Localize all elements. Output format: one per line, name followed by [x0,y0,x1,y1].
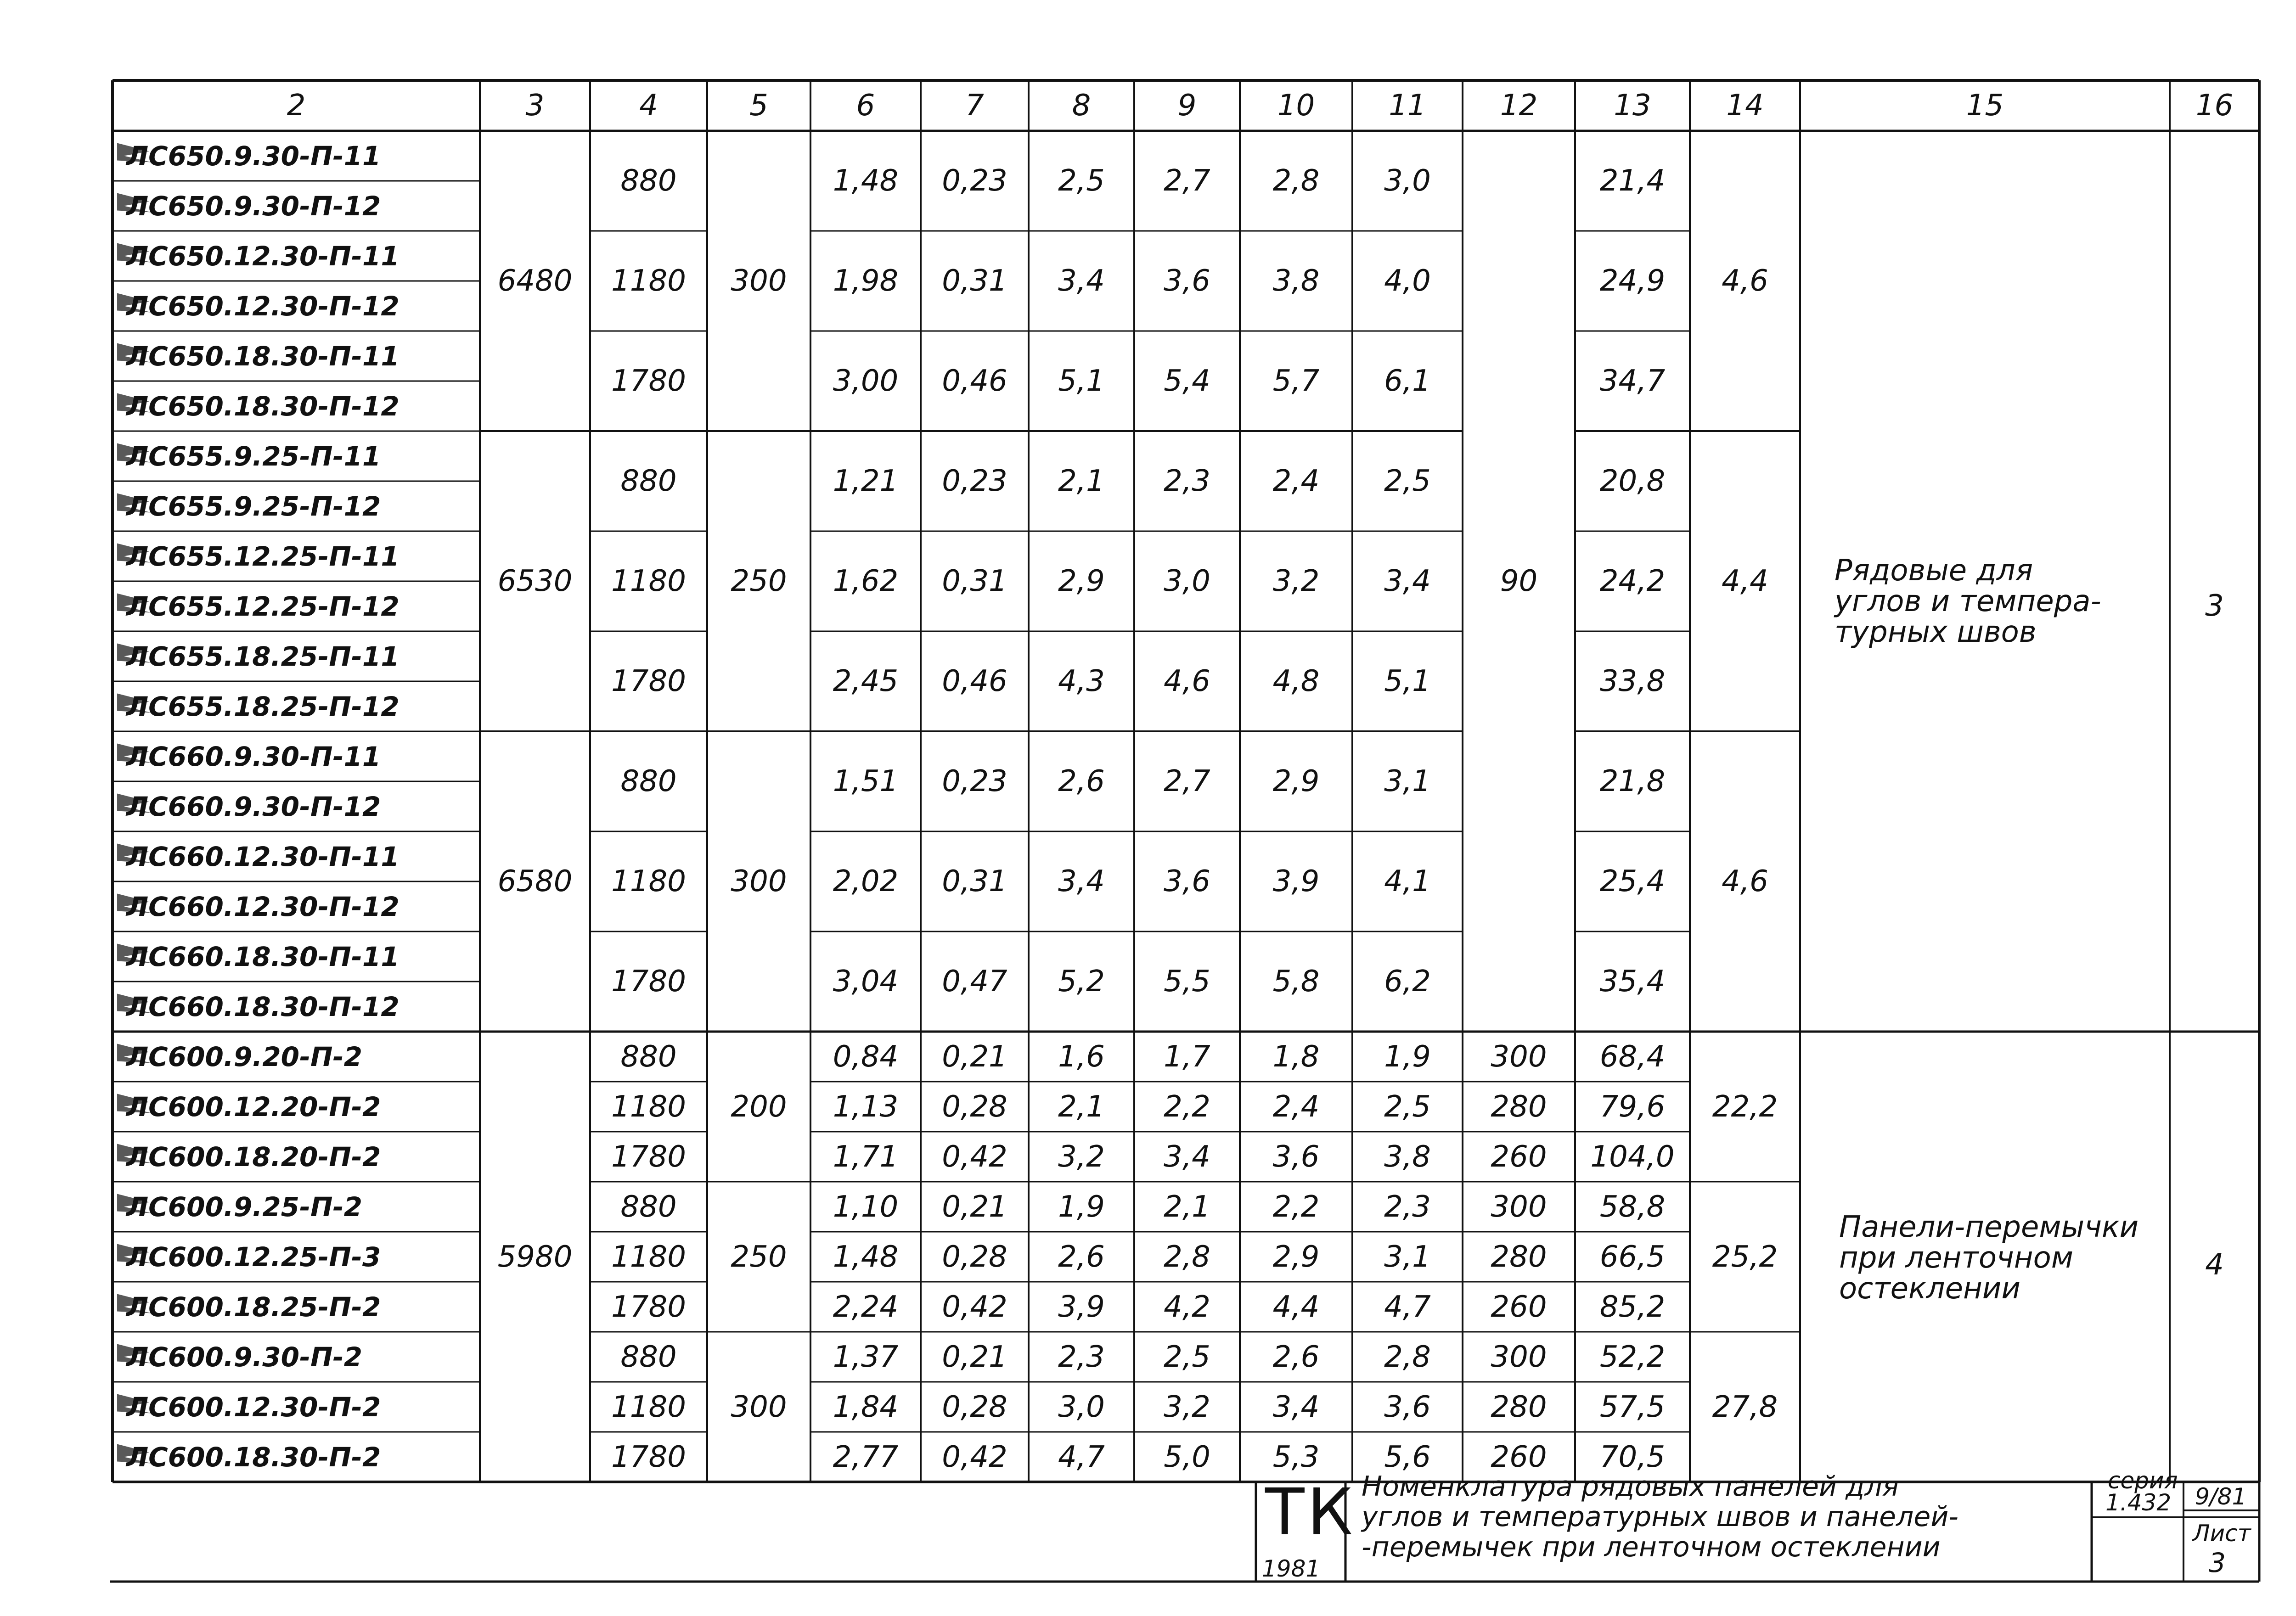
table-value: 0,42 [942,1440,1007,1474]
table-value: 2,8 [1384,1340,1431,1374]
panel-mark: ЛС660.9.30-П-12 [126,791,381,822]
table-value: 22,2 [1712,1089,1778,1124]
column-header: 16 [2195,89,2234,123]
table-value: 2,6 [1272,1340,1320,1374]
panel-mark: ЛС600.12.25-П-3 [126,1241,381,1273]
column-header: 13 [1614,89,1651,123]
table-value: 300 [1491,1340,1547,1374]
column-header: 10 [1277,89,1315,123]
table-value: 70,5 [1599,1440,1666,1474]
table-value: 0,21 [942,1190,1007,1224]
table-value: 4,6 [1164,664,1210,698]
panel-mark: ЛС600.18.20-П-2 [126,1141,381,1173]
series-label: серия [2108,1467,2178,1494]
table-value: 57,5 [1599,1390,1666,1424]
table-value: 2,4 [1272,1089,1320,1124]
table-value: 2,8 [1164,1240,1210,1274]
panel-length: 880 [620,464,677,498]
table-value: 3,04 [833,965,899,999]
column-header: 9 [1177,89,1197,123]
table-value: 260 [1491,1440,1547,1474]
table-value: 68,4 [1599,1039,1666,1074]
column-header: 5 [749,89,768,123]
table-value: 4,3 [1058,664,1105,698]
table-value: 5,0 [1164,1440,1210,1474]
panel-length: 1180 [611,264,686,298]
panel-thickness: 300 [731,264,787,298]
table-value: 35,4 [1599,965,1666,999]
table-value: 1,62 [833,564,899,598]
table-value: 5,5 [1164,965,1210,999]
table-value: 2,2 [1164,1089,1210,1124]
table-value: 1,98 [833,264,899,298]
table-value: 3,9 [1272,864,1320,898]
table-value: 1,21 [833,464,899,498]
table-value: 2,5 [1058,164,1105,198]
table-value: 4,7 [1384,1290,1431,1324]
stamp-year: 1981 [1262,1555,1321,1582]
panel-thickness: 300 [731,1390,787,1424]
table-value: 2,2 [1272,1190,1320,1224]
table-value: 79,6 [1599,1089,1666,1124]
table-value: 3,2 [1164,1390,1210,1424]
table-value: 3,4 [1058,864,1105,898]
table-value: 1,48 [833,1240,899,1274]
panel-length: 880 [620,1340,677,1374]
panel-length: 1780 [611,364,686,398]
table-value: 2,3 [1164,464,1210,498]
panel-mark: ЛС650.9.30-П-12 [126,190,381,222]
table-value: 66,5 [1599,1240,1666,1274]
table-value: 0,28 [942,1240,1007,1274]
table-value: 1,51 [833,764,899,798]
table-value: 0,21 [942,1340,1007,1374]
table-value: 300 [1491,1039,1547,1074]
table-value: 3 [2205,589,2224,623]
table-value: 6,1 [1384,364,1431,398]
panel-mark: ЛС660.18.30-П-12 [126,991,400,1022]
panel-length: 1780 [611,664,686,698]
panel-mark: ЛС655.9.25-П-11 [126,440,381,472]
table-value: 2,5 [1164,1340,1210,1374]
table-value: 24,9 [1599,264,1666,298]
table-value: 1,48 [833,164,899,198]
table-value: 3,6 [1384,1390,1431,1424]
table-value: 5,6 [1384,1440,1431,1474]
table-value: 3,1 [1384,1240,1431,1274]
table-value: 3,4 [1058,264,1105,298]
panel-mark: ЛС600.12.20-П-2 [126,1091,381,1122]
series-suffix: 9/81 [2195,1483,2247,1510]
table-value: 3,8 [1272,264,1320,298]
table-value: 0,46 [942,364,1007,398]
table-value: 5,1 [1058,364,1105,398]
table-value: 104,0 [1590,1139,1675,1174]
table-value: 4,1 [1384,864,1431,898]
table-value: 5,7 [1272,364,1320,398]
panel-mark: ЛС660.9.30-П-11 [126,741,381,772]
panel-width-group: 6480 [497,264,573,298]
panel-mark: ЛС660.12.30-П-12 [126,891,400,922]
panel-length: 880 [620,764,677,798]
table-value: 3,0 [1384,164,1431,198]
table-value: 6,2 [1384,965,1431,999]
sheet-label: Лист [2193,1520,2251,1547]
panel-thickness: 250 [731,1240,787,1274]
panel-length: 1180 [611,1390,686,1424]
table-value: 2,02 [833,864,899,898]
tk-logo: ТК [1265,1475,1356,1550]
panel-mark: ЛС650.12.30-П-11 [126,240,400,272]
table-value: 4 [2205,1248,2224,1282]
panel-mark: ЛС650.12.30-П-12 [126,290,400,322]
table-value: 2,9 [1272,764,1320,798]
table-value: 280 [1491,1089,1547,1124]
table-value: 3,6 [1164,864,1210,898]
table-value: 1,71 [833,1139,899,1174]
table-value: 3,2 [1272,564,1320,598]
table-value: 3,1 [1384,764,1431,798]
panel-width-group: 6530 [497,564,573,598]
table-value: 25,4 [1599,864,1666,898]
table-value: 5,4 [1164,364,1210,398]
panel-length: 880 [620,1039,677,1074]
panel-mark: ЛС600.9.20-П-2 [126,1041,362,1072]
table-value: 280 [1491,1240,1547,1274]
column-header: 8 [1072,89,1091,123]
table-value: 1,84 [833,1390,899,1424]
panel-mark: ЛС600.18.25-П-2 [126,1291,381,1323]
stamp-title: Номенклатура рядовых панелей для углов и температурных швов и панелей- -перемычек при ленточном остеклении [1362,1470,1958,1563]
column-header: 15 [1966,89,2004,123]
table-value: 4,7 [1058,1440,1105,1474]
table-value: 4,6 [1722,864,1768,898]
panel-mark: ЛС600.9.30-П-2 [126,1341,362,1373]
panel-length: 1180 [611,1240,686,1274]
table-value: 2,6 [1058,764,1105,798]
table-value: 0,42 [942,1139,1007,1174]
table-value: 4,2 [1164,1290,1210,1324]
table-value: 1,37 [833,1340,899,1374]
table-value: 90 [1500,564,1538,598]
table-value: 2,77 [833,1440,899,1474]
table-value: 3,0 [1058,1390,1105,1424]
table-value: 0,42 [942,1290,1007,1324]
table-value: 33,8 [1599,664,1666,698]
table-value: 58,8 [1599,1190,1666,1224]
panel-mark: ЛС660.18.30-П-11 [126,941,400,972]
panel-length: 1780 [611,1440,686,1474]
panel-length: 1780 [611,1139,686,1174]
column-header: 14 [1726,89,1764,123]
table-value: 0,23 [942,764,1007,798]
table-value: 25,2 [1712,1240,1778,1274]
panel-width-group: 5980 [497,1240,573,1274]
table-value: 2,45 [833,664,899,698]
panel-length: 880 [620,1190,677,1224]
table-value: 3,4 [1272,1390,1320,1424]
table-value: 3,4 [1384,564,1431,598]
table-value: 280 [1491,1390,1547,1424]
panel-mark: ЛС655.18.25-П-12 [126,690,400,722]
table-value: 5,8 [1272,965,1320,999]
table-value: 2,9 [1272,1240,1320,1274]
table-value: 5,2 [1058,965,1105,999]
table-value: 260 [1491,1139,1547,1174]
panel-length: 1180 [611,564,686,598]
panel-thickness: 250 [731,564,787,598]
table-value: 5,1 [1384,664,1431,698]
table-value: 300 [1491,1190,1547,1224]
panel-purpose-note: Рядовые для углов и темпера- турных швов [1835,554,2101,650]
panel-mark: ЛС650.18.30-П-11 [126,340,400,372]
table-value: 3,6 [1164,264,1210,298]
table-value: 4,0 [1384,264,1431,298]
table-value: 0,31 [942,864,1007,898]
table-value: 0,28 [942,1089,1007,1124]
table-value: 27,8 [1712,1390,1778,1424]
table-value: 3,00 [833,364,899,398]
panel-thickness: 200 [731,1089,787,1124]
table-value: 0,31 [942,264,1007,298]
table-value: 1,13 [833,1089,899,1124]
table-value: 4,4 [1722,564,1768,598]
table-value: 21,4 [1599,164,1666,198]
table-value: 2,3 [1058,1340,1105,1374]
table-value: 3,6 [1272,1139,1320,1174]
table-value: 0,23 [942,464,1007,498]
panel-length: 1780 [611,965,686,999]
table-value: 4,4 [1272,1290,1320,1324]
table-value: 0,46 [942,664,1007,698]
table-value: 4,8 [1272,664,1320,698]
table-value: 3,4 [1164,1139,1210,1174]
table-value: 2,5 [1384,1089,1431,1124]
table-value: 2,1 [1164,1190,1210,1224]
table-value: 260 [1491,1290,1547,1324]
column-header: 7 [965,89,984,123]
column-header: 3 [525,89,545,123]
panel-width-group: 6580 [497,864,573,898]
panel-purpose-note: Панели-перемычки при ленточном остеклении [1839,1210,2139,1306]
table-value: 3,8 [1384,1139,1431,1174]
table-value: 21,8 [1599,764,1666,798]
panel-mark: ЛС660.12.30-П-11 [126,841,400,872]
column-header: 2 [287,89,306,123]
panel-mark: ЛС600.9.25-П-2 [126,1191,362,1223]
panel-thickness: 300 [731,864,787,898]
table-value: 2,6 [1058,1240,1105,1274]
panel-mark: ЛС600.18.30-П-2 [126,1441,381,1473]
table-value: 3,9 [1058,1290,1105,1324]
table-value: 0,47 [942,965,1007,999]
table-value: 34,7 [1599,364,1666,398]
table-value: 2,9 [1058,564,1105,598]
panel-mark: ЛС650.9.30-П-11 [126,140,381,172]
panel-length: 1180 [611,864,686,898]
table-value: 2,3 [1384,1190,1431,1224]
table-value: 1,9 [1384,1039,1431,1074]
panel-mark: ЛС655.12.25-П-11 [126,540,400,572]
table-value: 1,9 [1058,1190,1105,1224]
table-value: 3,0 [1164,564,1210,598]
sheet-number: 3 [2209,1547,2226,1578]
table-value: 0,23 [942,164,1007,198]
series-value: 1.432 [2105,1489,2172,1516]
table-value: 5,3 [1272,1440,1320,1474]
table-value: 0,31 [942,564,1007,598]
table-value: 85,2 [1599,1290,1666,1324]
table-value: 2,4 [1272,464,1320,498]
panel-mark: ЛС655.9.25-П-12 [126,490,381,522]
table-value: 2,24 [833,1290,899,1324]
panel-mark: ЛС655.12.25-П-12 [126,590,400,622]
column-header: 11 [1389,89,1426,123]
table-value: 2,7 [1164,764,1210,798]
table-value: 52,2 [1599,1340,1666,1374]
table-value: 2,1 [1058,464,1105,498]
column-header: 12 [1500,89,1538,123]
column-header: 4 [639,89,658,123]
table-value: 1,6 [1058,1039,1105,1074]
table-value: 1,8 [1272,1039,1320,1074]
panel-mark: ЛС655.18.25-П-11 [126,640,400,672]
table-value: 20,8 [1599,464,1666,498]
table-value: 2,8 [1272,164,1320,198]
table-value: 3,2 [1058,1139,1105,1174]
panel-mark: ЛС600.12.30-П-2 [126,1391,381,1423]
table-value: 2,7 [1164,164,1210,198]
panel-length: 880 [620,164,677,198]
column-header: 6 [856,89,875,123]
table-value: 2,1 [1058,1089,1105,1124]
table-value: 1,10 [833,1190,899,1224]
table-value: 0,28 [942,1390,1007,1424]
table-value: 0,21 [942,1039,1007,1074]
panel-mark: ЛС650.18.30-П-12 [126,390,400,422]
table-value: 4,6 [1722,264,1768,298]
panel-length: 1180 [611,1089,686,1124]
table-value: 0,84 [833,1039,899,1074]
panel-length: 1780 [611,1290,686,1324]
table-value: 1,7 [1164,1039,1210,1074]
table-value: 2,5 [1384,464,1431,498]
table-value: 24,2 [1599,564,1666,598]
